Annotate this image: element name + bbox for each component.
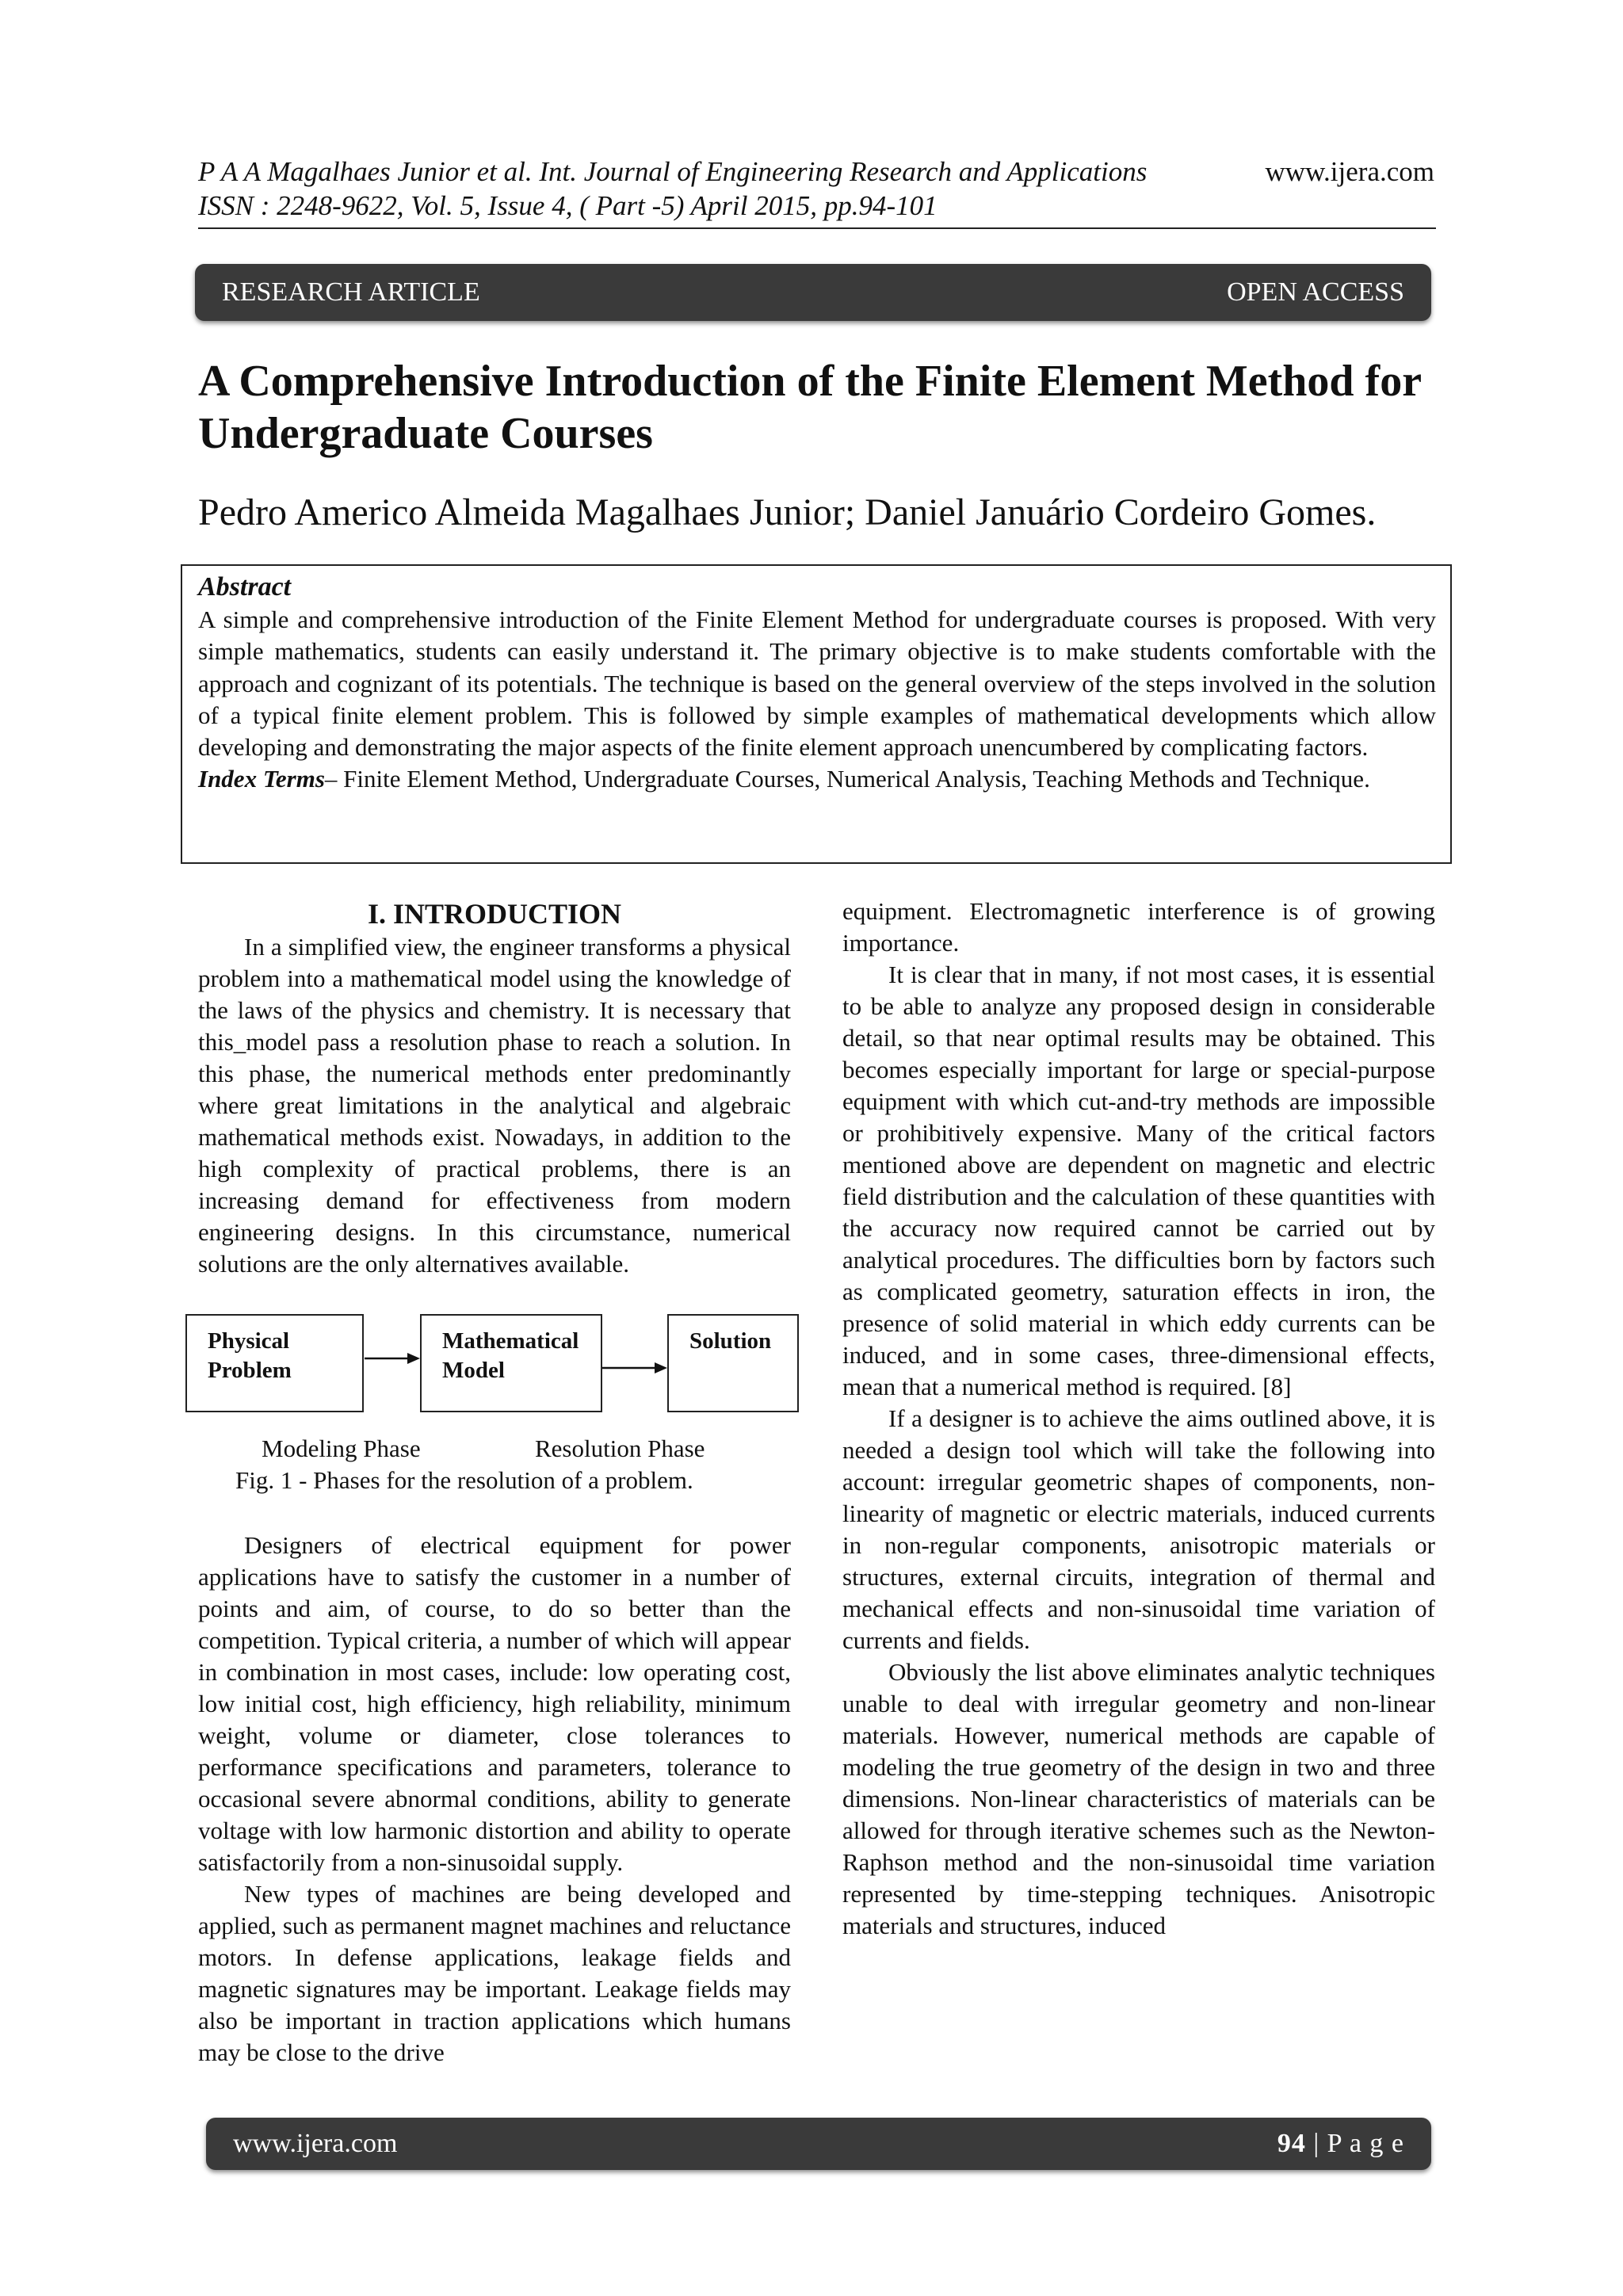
- left-column-top: [198, 896, 791, 1280]
- page-number-value: 94: [1277, 2129, 1306, 2158]
- intro-paragraph-2: Designers of electrical equipment for power applications have to satisfy the customer in a number of points and aim, of course, to do so better than the competition. Typical criteria, a number of which will appear in combination in most cases, include: low operating cost, low initial cost, high efficiency, high reliability, minimum weight, volume or diameter, close tolerances to performance specifications and parameters, tolerance to occasional severe abnormal conditions, ability to generate voltage with low harmonic distortion and ability to operate satisfactorily from a non-sinusoidal supply.: [198, 1531, 791, 1876]
- arrow-right-icon: [365, 1353, 420, 1364]
- resolution-phase-label: Resolution Phase: [535, 1435, 705, 1462]
- intro-paragraph-1: In a simplified view, the engineer transforms a physical problem into a mathematical model using the knowledge of the laws of the physics and chemistry. It is necessary that this_model pass a resolution phase to reach a solution. In this phase, the numerical methods enter predominantly where great limitations in the analytical and algebraic mathematical methods exist. Nowadays, in addition to the high complexity of practical problems, there is an increasing demand for effectiveness from modern engineering designs. In this circumstance, numerical solutions are the only alternatives available.: [198, 933, 791, 1278]
- journal-url[interactable]: www.ijera.com: [1265, 156, 1434, 187]
- intro-paragraph-5: It is clear that in many, if not most cases, it is essential to be able to analyze any proposed design in considerable detail, so that near optimal results may be obtained. This becomes especially important for large or special-purpose equipment with which cut-and-try methods are impossible or prohibitively expensive. Many of the critical factors mentioned above are dependent on magnetic and electric field distribution and the calculation of these quantities with the accuracy now required cannot be carried out by analytical procedures. The difficulties born by factors such as complicated geometry, saturation effects in iron, the presence of solid material in which eddy currents can be induced, and in some cases, three-dimensional effects, mean that a numerical method is required. [8]: [842, 961, 1435, 1400]
- figure-1: [184, 1314, 802, 1492]
- physical-problem-box: Physical Problem: [185, 1314, 364, 1412]
- intro-paragraph-4: equipment. Electromagnetic interference is of growing importance.: [842, 897, 1435, 957]
- header-rule: [198, 227, 1436, 229]
- article-type-banner: [195, 264, 1431, 321]
- abstract: [198, 571, 1436, 796]
- intro-paragraph-6: If a designer is to achieve the aims outlined above, it is needed a design tool which will take the following into account: irregular geometric shapes of components, non-linearity of magnetic or electric materials, induced currents in non-regular components, anisotropic materials or structures, external circuits, integration of thermal and mechanical effects and non-sinusoidal time variation of currents and fields.: [842, 1404, 1435, 1654]
- running-header-line1: [198, 155, 1434, 189]
- paper-title: A Comprehensive Introduction of the Finite Element Method for Undergraduate Courses: [198, 357, 1422, 458]
- running-header-line2: [198, 189, 1434, 223]
- figure-1-caption: Fig. 1 - Phases for the resolution of a problem.: [235, 1466, 693, 1494]
- page-footer: [206, 2118, 1431, 2170]
- index-terms: [198, 763, 1436, 795]
- open-access-label: OPEN ACCESS: [1227, 277, 1404, 307]
- abstract-text: A simple and comprehensive introduction of the Finite Element Method for undergraduate courses is proposed. With very simple mathematics, students can easily understand it. The primary objective is to make students comfortable with the approach and cognizant of its potentials. The technique is based on the general overview of the steps involved in the solution of a typical finite element problem. This is followed by simple examples of mathematical developments which allow developing and demonstrating the major aspects of the finite element approach unencumbered by complicating factors.: [198, 606, 1436, 762]
- left-column-bottom: [198, 1530, 791, 2069]
- page-number: [1277, 2129, 1404, 2159]
- arrow-right-icon: [602, 1362, 667, 1373]
- right-column: [842, 896, 1435, 1942]
- journal-citation: P A A Magalhaes Junior et al. Int. Journal of Engineering Research and Applications: [198, 156, 1148, 187]
- index-terms-text: – Finite Element Method, Undergraduate Courses, Numerical Analysis, Teaching Methods and Technique.: [324, 765, 1370, 793]
- intro-paragraph-7: Obviously the list above eliminates analytic techniques unable to deal with irregular geometry and non-linear materials. However, numerical methods are capable of modeling the true geometry of the design in two and three dimensions. Non-linear characteristics of materials can be allowed for through iterative schemes such as the Newton-Raphson method and the non-sinusoidal time variation represented by time-stepping techniques. Anisotropic materials and structures, induced: [842, 1658, 1435, 1939]
- section-heading-introduction: I. INTRODUCTION: [367, 898, 622, 930]
- paper-authors: Pedro Americo Almeida Magalhaes Junior; Daniel Januário Cordeiro Gomes.: [198, 491, 1377, 533]
- intro-paragraph-3: New types of machines are being developed and applied, such as permanent magnet machines and reluctance motors. In defense applications, leakage fields and magnetic signatures may be important. Leakage fields may also be important in traction applications which humans may be close to the drive: [198, 1880, 791, 2066]
- figure-arrows: [184, 1314, 802, 1417]
- page-suffix: | P a g e: [1305, 2129, 1404, 2158]
- research-article-label: RESEARCH ARTICLE: [222, 277, 480, 307]
- issn-line: ISSN : 2248-9622, Vol. 5, Issue 4, ( Part -5) April 2015, pp.94-101: [198, 190, 938, 221]
- mathematical-model-box: Mathematical Model: [420, 1314, 602, 1412]
- modeling-phase-label: Modeling Phase: [262, 1435, 421, 1462]
- footer-url[interactable]: www.ijera.com: [233, 2129, 398, 2158]
- solution-box: Solution: [667, 1314, 799, 1412]
- abstract-heading: Abstract: [198, 572, 292, 602]
- index-terms-label: Index Terms: [198, 765, 325, 793]
